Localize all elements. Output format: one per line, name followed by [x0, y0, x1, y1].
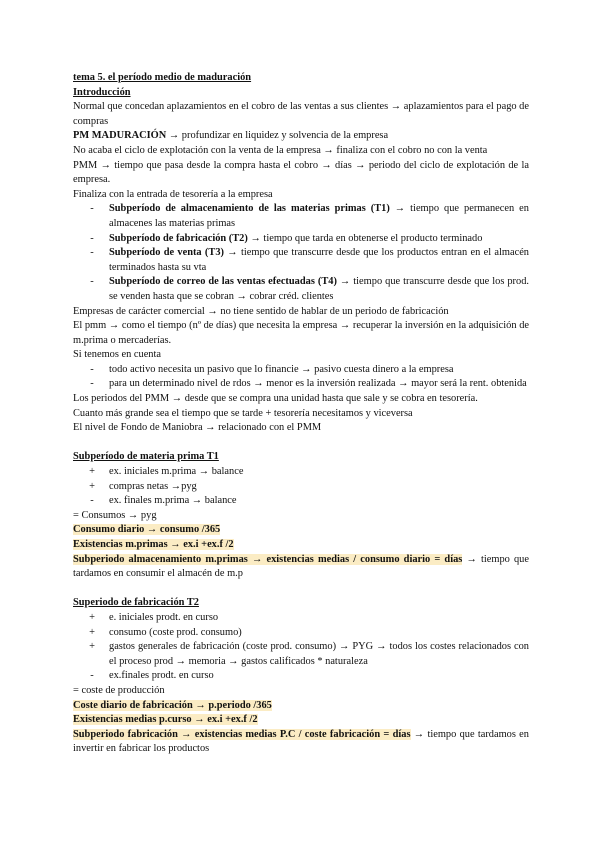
intro-paragraph: El nivel de Fondo de Maniobra → relacionado con el PMM — [73, 422, 322, 434]
intro-paragraph: Empresas de carácter comercial → no tiene sentido de hablar de un periodo de fabricación — [73, 305, 449, 317]
intro-paragraph: Finaliza con la entrada de tesorería a la empresa — [73, 188, 273, 200]
intro-paragraph: No acaba el ciclo de explotación con la venta de la empresa → finaliza con el cobro no con la venta — [73, 144, 488, 156]
intro-paragraph: PMM → tiempo que pasa desde la compra hasta el cobro → días → periodo del ciclo de explotación de la empresa. — [73, 159, 529, 186]
bullet-plus: + — [89, 466, 95, 478]
list-item — [73, 669, 529, 684]
list-item — [73, 465, 529, 480]
list-item — [73, 232, 529, 247]
bullet-plus: + — [89, 641, 95, 653]
t1-formula — [73, 523, 529, 538]
list-item — [73, 480, 529, 495]
list-item-label: Subperíodo de correo de las ventas efectuadas (T4) — [109, 276, 337, 288]
intro-heading: Introducción — [73, 86, 131, 98]
bullet-plus: + — [89, 611, 95, 623]
t1-formula — [73, 538, 529, 553]
t1-items — [73, 465, 529, 509]
highlighted-formula: Subperiodo almacenamiento m.primas → existencias medias / consumo diario = días — [73, 553, 463, 565]
bullet-dash: - — [90, 276, 94, 288]
t2-heading: Superiodo de fabricación T2 — [73, 597, 199, 609]
highlighted-formula: Coste diario de fabricación → p.periodo /365 — [73, 699, 272, 711]
t2-formula — [73, 713, 529, 728]
t2-result: = coste de producción — [73, 684, 165, 696]
subperiod-list — [73, 202, 529, 304]
t2-items — [73, 611, 529, 684]
t2-formula — [73, 699, 529, 714]
highlighted-formula: Consumo diario → consumo /365 — [73, 524, 221, 536]
list-item-text: para un determinado nivel de rdos → menor es la inversión realizada → mayor será la rent. obtenida — [109, 378, 527, 390]
bullet-plus: + — [89, 626, 95, 638]
bullet-dash: - — [90, 495, 94, 507]
list-item — [73, 611, 529, 626]
bullet-dash: - — [90, 247, 94, 259]
list-item-text: ex. finales m.prima → balance — [109, 495, 237, 507]
list-item-text: → tiempo que tarda en obtenerse el producto terminado — [247, 232, 483, 244]
list-item-text: todo activo necesita un pasivo que lo financie → pasivo cuesta dinero a la empresa — [109, 363, 454, 375]
list-item — [73, 275, 529, 304]
document-page — [73, 71, 529, 757]
highlighted-formula: Subperiodo fabricación → existencias medias P.C / coste fabricación = días — [73, 728, 411, 740]
list-item-label: Subperíodo de almacenamiento de las materias primas (T1) — [109, 203, 390, 215]
document-title: tema 5. el período medio de maduración — [73, 72, 252, 83]
list-item — [73, 640, 529, 669]
t2-formula — [73, 728, 529, 757]
spacer — [73, 582, 529, 597]
highlighted-formula: Existencias m.primas → ex.i +ex.f /2 — [73, 539, 234, 550]
list-item — [73, 363, 529, 378]
bullet-dash: - — [90, 378, 94, 390]
list-item-label: Subperíodo de venta (T3) — [109, 247, 224, 259]
list-item-text: compras netas →pyg — [109, 480, 197, 492]
pm-maduracion-label: PM MADURACIÓN — [73, 130, 167, 142]
bullet-dash: - — [90, 363, 94, 375]
list-item-text: ex.finales prodt. en curso — [109, 670, 214, 682]
pm-maduracion-text: → profundizar en liquidez y solvencia de la empresa — [166, 130, 389, 142]
list-item-text: e. iniciales prodt. en curso — [109, 611, 219, 623]
t1-formula — [73, 553, 529, 582]
list-item-label: Subperíodo de fabricación (T2) — [109, 232, 248, 244]
intro-paragraph: Si tenemos en cuenta — [73, 349, 162, 361]
formula-explanation: → tiempo que tardamos en invertir en fabricar los productos — [73, 728, 529, 755]
formula-explanation: → tiempo que tardamos en consumir el almacén de m.p — [73, 553, 529, 580]
bullet-dash: - — [90, 670, 94, 682]
list-item — [73, 377, 529, 392]
bullet-plus: + — [89, 480, 95, 492]
highlighted-formula: Existencias medias p.curso → ex.i +ex.f /2 — [73, 714, 258, 726]
list-item — [73, 246, 529, 275]
t1-result: = Consumos → pyg — [73, 509, 157, 521]
bullet-dash: - — [90, 232, 94, 244]
t1-heading: Subperíodo de materia prima T1 — [73, 451, 219, 463]
list-item — [73, 494, 529, 509]
intro-paragraph: Los periodos del PMM → desde que se compra una unidad hasta que sale y se cobra en tesorería. — [73, 393, 478, 405]
intro-paragraph: Normal que concedan aplazamientos en el cobro de las ventas a sus clientes → aplazamientos para el pago de compras — [73, 101, 529, 127]
list-item — [73, 202, 529, 231]
list-item — [73, 626, 529, 641]
list-item-text: → tiempo que permanecen en almacenes las materias primas — [109, 203, 529, 229]
intro-paragraph: El pmm → como el tiempo (nº de días) que necesita la empresa → recuperar la inversión en la adquisición de m.prima o mercaderías. — [73, 320, 529, 346]
list-item-text: consumo (coste prod. consumo) — [109, 626, 242, 638]
bullet-dash: - — [90, 203, 94, 215]
pm-maduracion-line — [73, 129, 529, 144]
spacer — [73, 436, 529, 451]
list-item-text: ex. iniciales m.prima → balance — [109, 466, 244, 478]
list-item-text: gastos generales de fabricación (coste prod. consumo) → PYG → todos los costes relacionados con el proceso prod → memoria → gastos calificados * naturaleza — [109, 641, 529, 667]
list-item-text: → tiempo que transcurre desde que los prod. se venden hasta que se cobran → cobrar créd. clientes — [109, 276, 530, 302]
considerations-list — [73, 363, 529, 392]
intro-paragraph: Cuanto más grande sea el tiempo que se tarde + tesorería necesitamos y viceversa — [73, 407, 413, 419]
list-item-text: → tiempo que transcurre desde que los productos entran en el almacén terminados hasta su vta — [109, 247, 530, 273]
